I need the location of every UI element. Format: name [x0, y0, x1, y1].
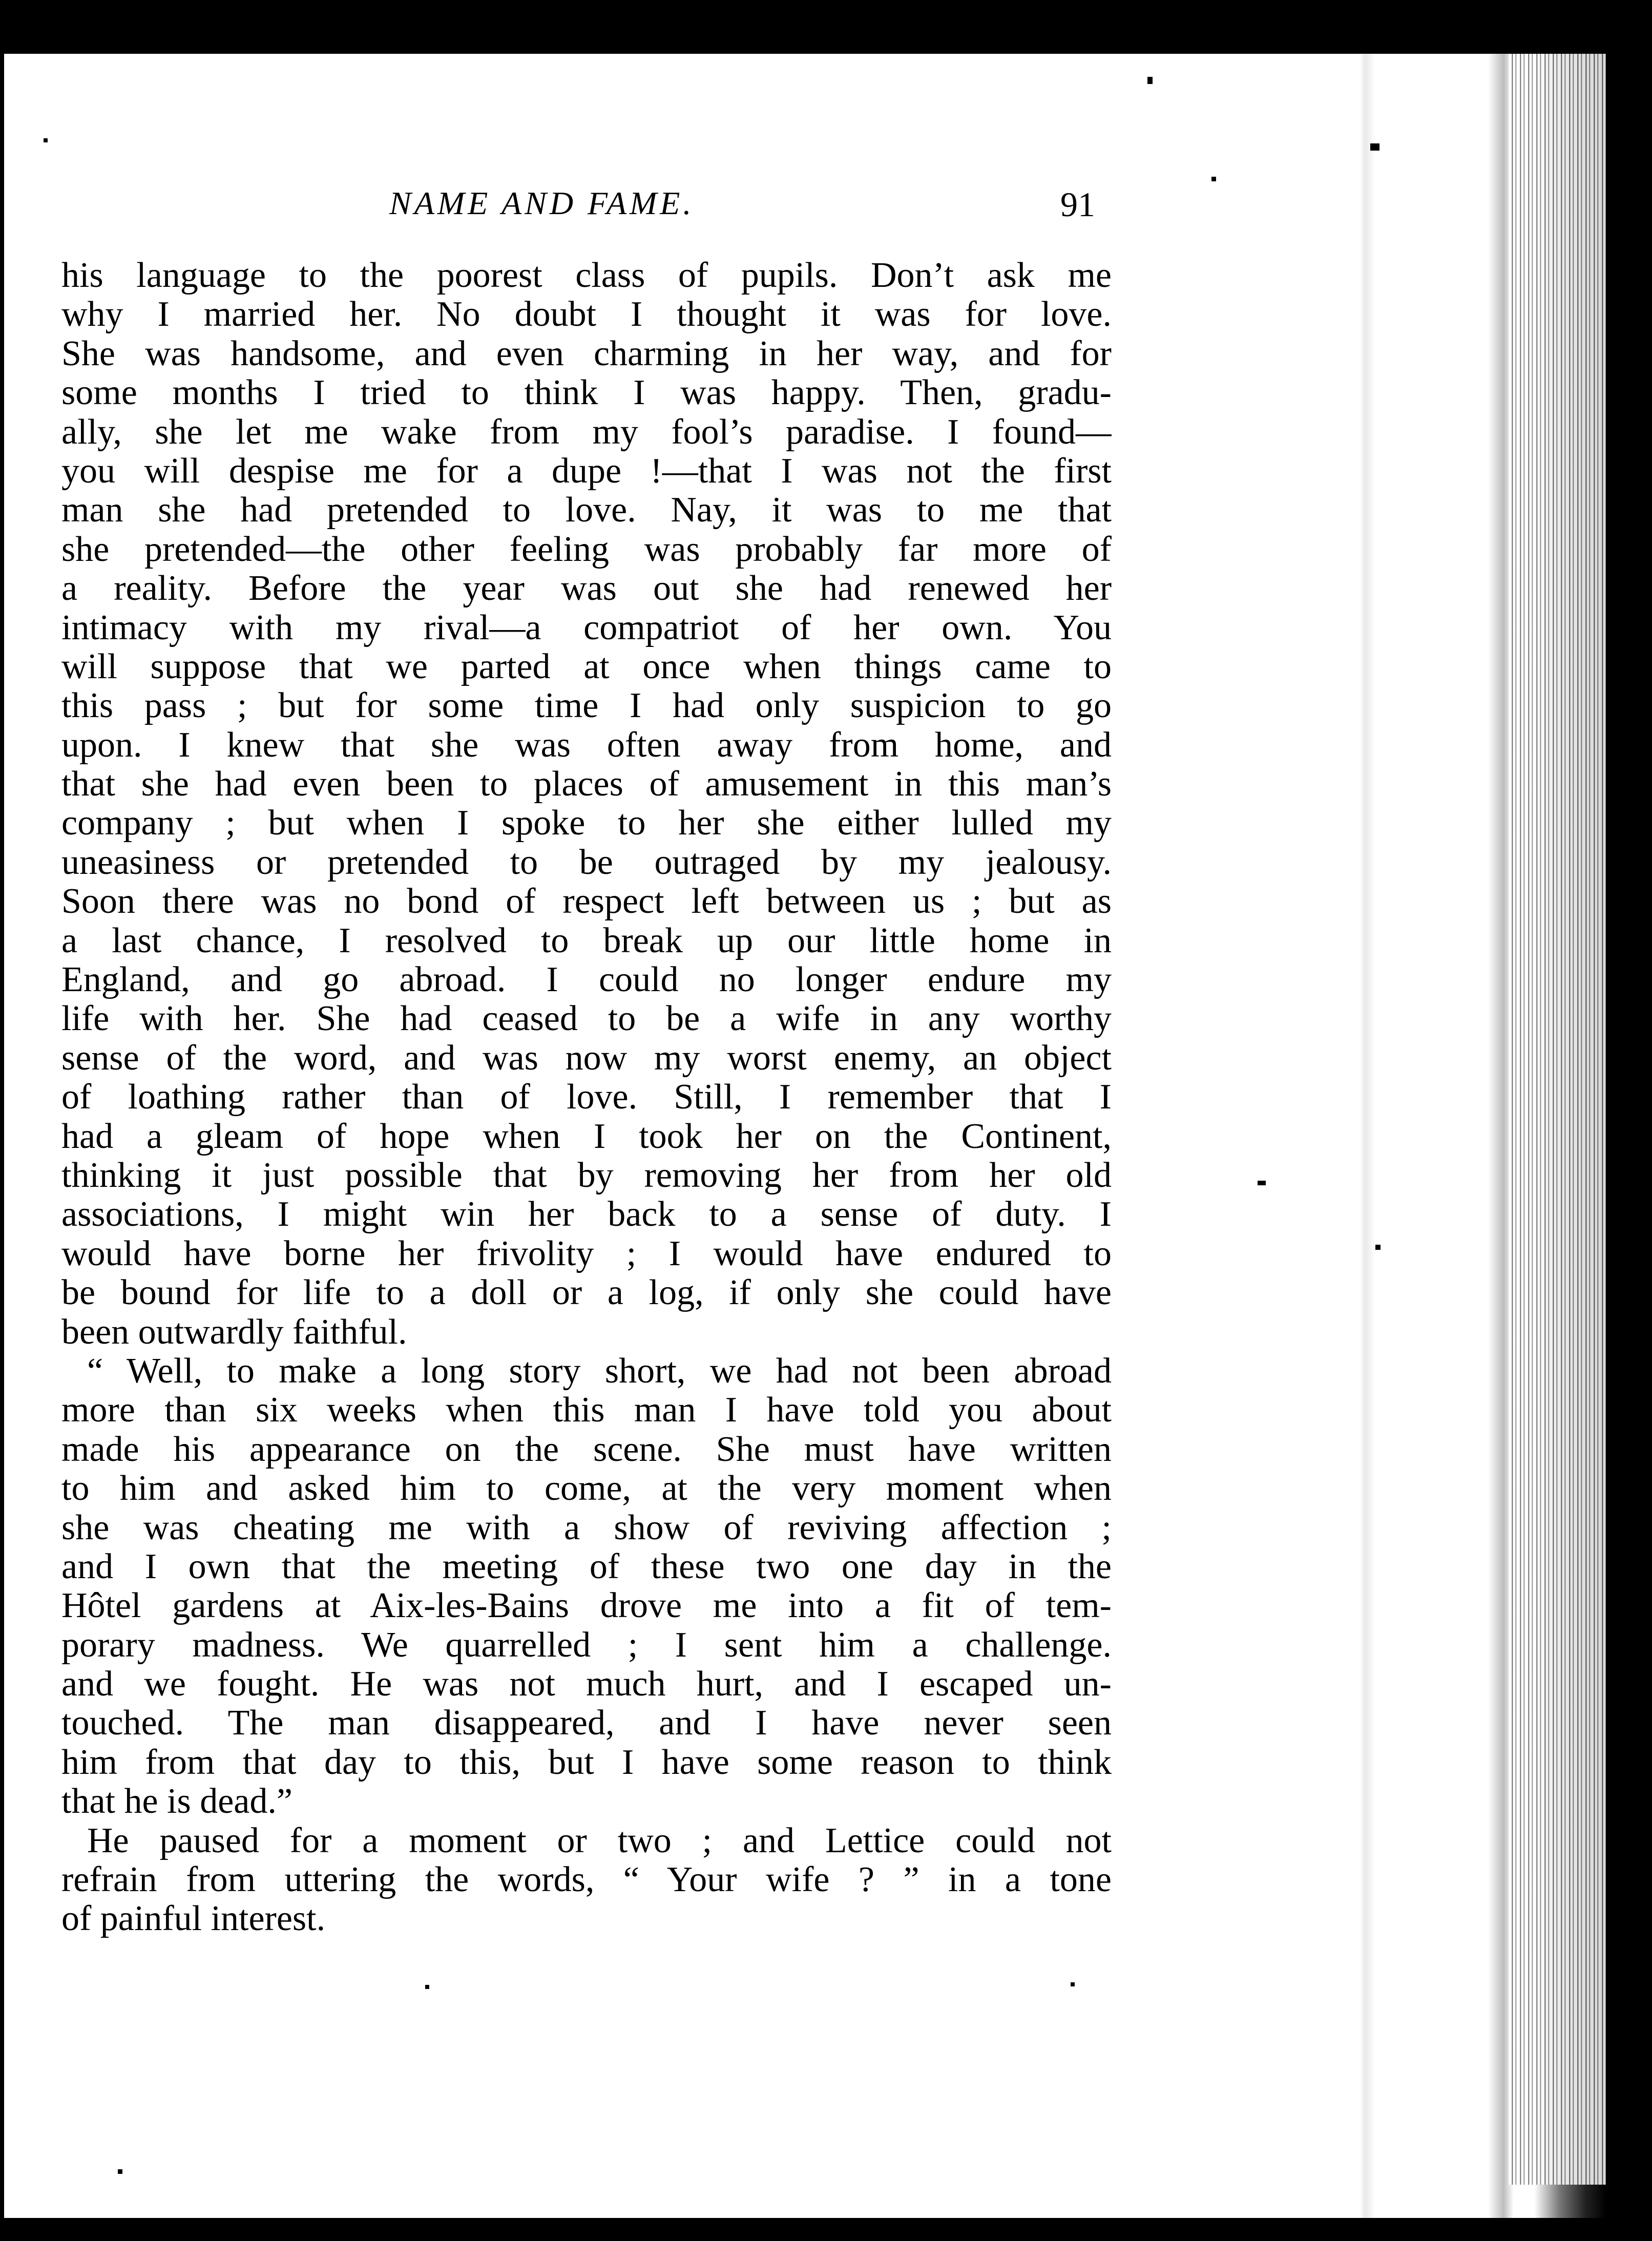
text-line: a reality. Before the year was out she had renewed her	[61, 569, 1112, 609]
text-line: upon. I knew that she was often away from home, and	[61, 725, 1112, 765]
text-line: intimacy with my rival—a compatriot of her own. You	[61, 608, 1112, 647]
text-line: she pretended—the other feeling was probably far more of	[61, 530, 1112, 569]
text-line: she was cheating me with a show of reviving affection ;	[61, 1508, 1112, 1547]
text-line: been outwardly faithful.	[61, 1312, 407, 1352]
body-text	[61, 256, 1112, 1939]
paragraph-3	[61, 1821, 1112, 1939]
text-line: this pass ; but for some time I had only suspicion to go	[61, 686, 1112, 726]
text-line: had a gleam of hope when I took her on the Continent,	[61, 1117, 1112, 1156]
text-line: He paused for a moment or two ; and Lettice could not	[87, 1821, 1112, 1860]
text-line: touched. The man disappeared, and I have never seen	[61, 1704, 1112, 1743]
text-line: and we fought. He was not much hurt, and I escaped un-	[61, 1665, 1112, 1704]
text-line: that she had even been to places of amusement in this man’s	[61, 765, 1112, 804]
text-line: England, and go abroad. I could no longer endure my	[61, 960, 1112, 1000]
text-line: company ; but when I spoke to her she either lulled my	[61, 804, 1112, 843]
scan-border-bottom	[0, 2218, 1652, 2241]
page-number: 91	[1060, 185, 1095, 224]
text-line: She was handsome, and even charming in her way, and for	[61, 334, 1112, 373]
text-line: refrain from uttering the words, “ Your wife ? ” in a tone	[61, 1860, 1112, 1900]
text-line: more than six weeks when this man I have told you about	[61, 1391, 1112, 1430]
text-line: you will despise me for a dupe !—that I was not the first	[61, 451, 1112, 491]
text-line: a last chance, I resolved to break up our little home in	[61, 921, 1112, 960]
page-edge-texture	[1509, 54, 1606, 2185]
paragraph-2	[61, 1352, 1112, 1821]
text-line: life with her. She had ceased to be a wife in any worthy	[61, 999, 1112, 1039]
scan-speck	[1147, 77, 1153, 84]
scan-border-top	[0, 0, 1652, 54]
text-line: Hôtel gardens at Aix-les-Bains drove me into a fit of tem-	[61, 1586, 1112, 1626]
text-line: ally, she let me wake from my fool’s paradise. I found—	[61, 412, 1112, 452]
text-line: some months I tried to think I was happy. Then, gradu-	[61, 373, 1112, 413]
text-line: of loathing rather than of love. Still, I remember that I	[61, 1078, 1112, 1117]
text-line: made his appearance on the scene. She must have written	[61, 1430, 1112, 1469]
text-line: will suppose that we parted at once when things came to	[61, 647, 1112, 686]
text-line: uneasiness or pretended to be outraged by my jealousy.	[61, 843, 1112, 882]
text-line: Soon there was no bond of respect left between us ; but as	[61, 882, 1112, 921]
scan-border-left	[0, 0, 4, 2241]
text-line: to him and asked him to come, at the very moment when	[61, 1469, 1112, 1509]
text-line: his language to the poorest class of pupils. Don’t ask me	[61, 256, 1112, 295]
scan-speck	[1375, 1245, 1381, 1250]
text-line: “ Well, to make a long story short, we had not been abroad	[87, 1351, 1112, 1391]
scan-speck	[1370, 143, 1379, 151]
text-line: man she had pretended to love. Nay, it was to me that	[61, 491, 1112, 530]
text-line: of painful interest.	[61, 1899, 326, 1939]
scan-speck	[1211, 177, 1216, 181]
running-head: NAME AND FAME.	[389, 185, 695, 221]
text-line: would have borne her frivolity ; I would have endured to	[61, 1234, 1112, 1273]
text-line: him from that day to this, but I have some reason to think	[61, 1743, 1112, 1782]
text-line: associations, I might win her back to a sense of duty. I	[61, 1195, 1112, 1234]
text-line: be bound for life to a doll or a log, if only she could have	[61, 1273, 1112, 1313]
text-line: and I own that the meeting of these two one day in the	[61, 1547, 1112, 1586]
scan-speck	[118, 2169, 122, 2174]
scan-speck	[1071, 1982, 1075, 1986]
text-line: that he is dead.”	[61, 1782, 292, 1821]
text-line: porary madness. We quarrelled ; I sent him a challenge.	[61, 1625, 1112, 1665]
paragraph-1	[61, 256, 1112, 1352]
text-line: why I married her. No doubt I thought it was for love.	[61, 295, 1112, 334]
text-line: thinking it just possible that by removing her from her old	[61, 1156, 1112, 1195]
scan-speck	[425, 1985, 429, 1989]
scan-speck	[44, 138, 48, 142]
text-line: sense of the word, and was now my worst enemy, an object	[61, 1038, 1112, 1078]
scan-speck	[1258, 1181, 1266, 1185]
